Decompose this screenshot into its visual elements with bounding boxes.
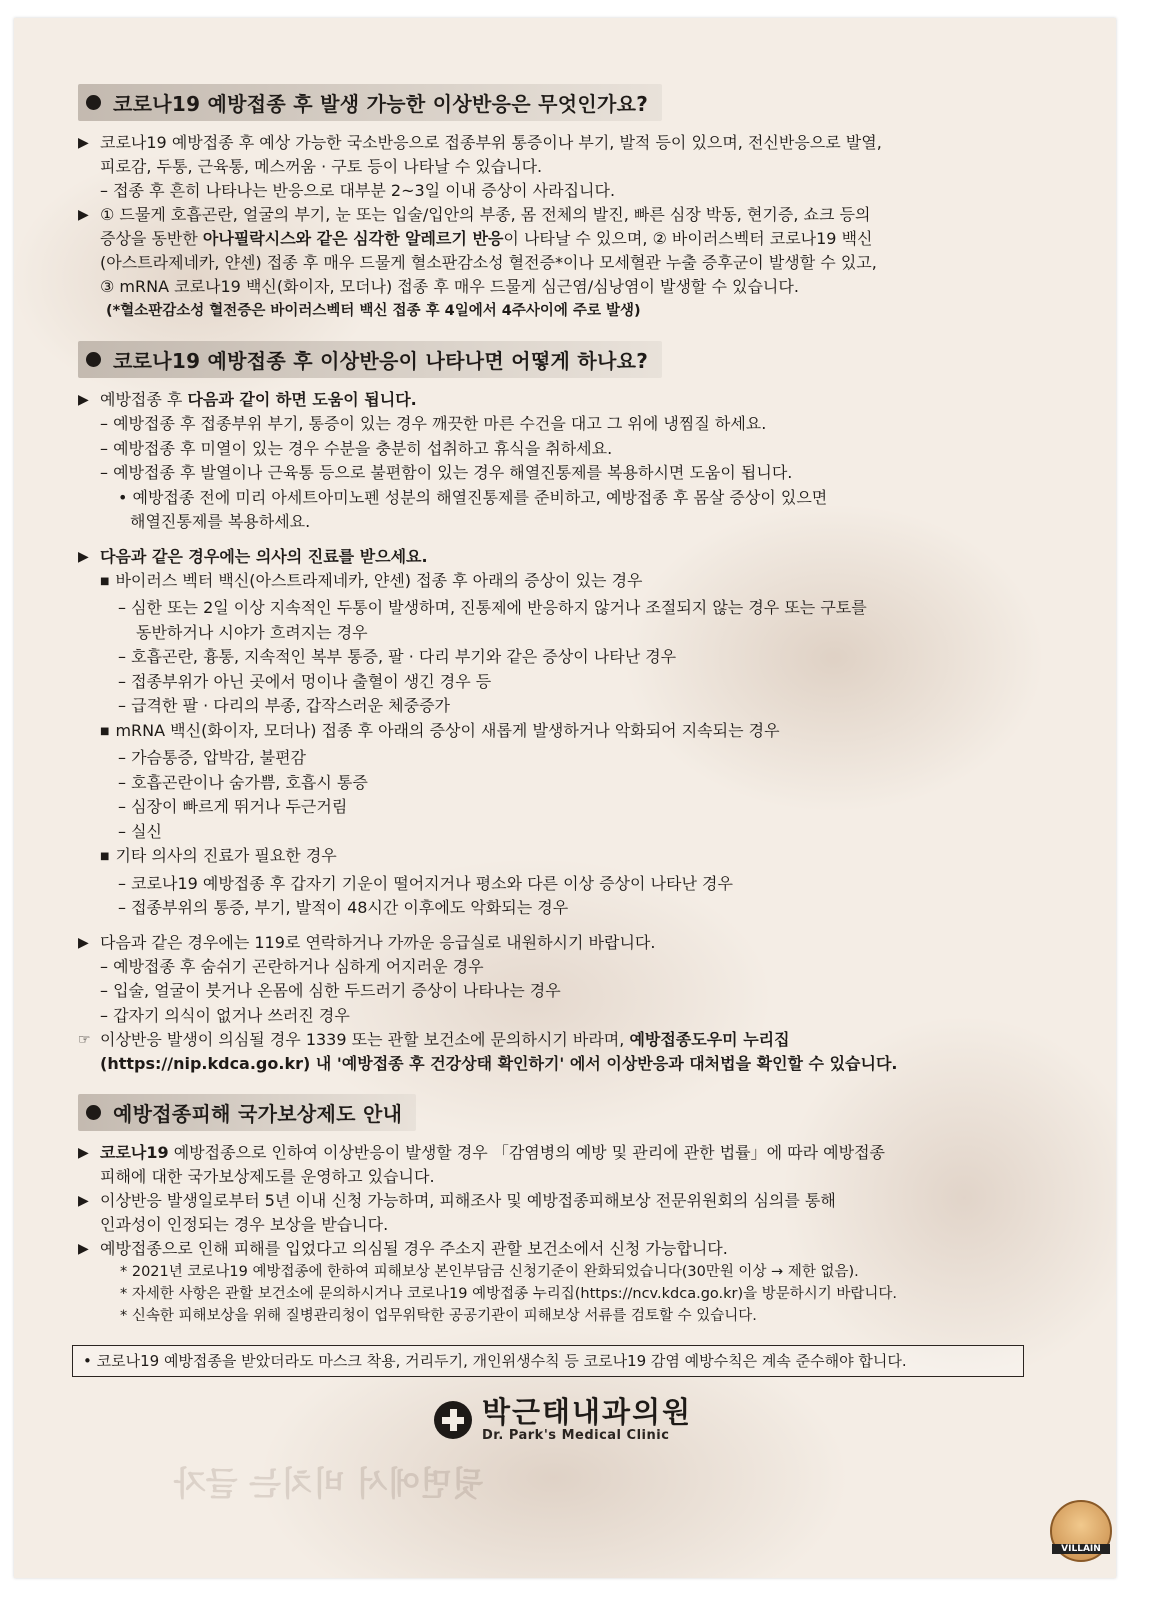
s3-p2-line2: 인과성이 인정되는 경우 보상을 받습니다. bbox=[100, 1215, 389, 1234]
document-content bbox=[78, 84, 1038, 1377]
clinic-names bbox=[482, 1396, 692, 1443]
section-2-title: 코로나19 예방접종 후 이상반응이 나타나면 어떻게 하나요? bbox=[113, 349, 649, 373]
triangle-marker-icon: ▶ bbox=[78, 392, 89, 408]
s3-note-2: * 자세한 사항은 관할 보건소에 문의하시거나 코로나19 예방접종 누리집(https://ncv.kdca.go.kr)을 방문하시기 바랍니다. bbox=[120, 1286, 898, 1302]
triangle-marker-icon: ▶ bbox=[78, 135, 89, 151]
watermark-label: VILLAIN bbox=[1052, 1544, 1110, 1554]
s2-c-item-1: – 예방접종 후 숨쉬기 곤란하거나 심하게 어지러운 경우 bbox=[100, 956, 484, 976]
s2-a-item-1: – 예방접종 후 접종부위 부기, 통증이 있는 경우 깨끗한 마른 수건을 대고 그 위에 냉찜질 하세요. bbox=[100, 414, 767, 433]
s2-a-item-3-note-1: • 예방접종 전에 미리 아세트아미노펜 성분의 해열진통제를 준비하고, 예방접종 후 몸살 증상이 있으면 bbox=[118, 487, 828, 507]
s1-p1-line1: 코로나19 예방접종 후 예상 가능한 국소반응으로 접종부위 통증이나 부기, 발적 등이 있으며, 전신반응으로 발열, bbox=[100, 133, 882, 152]
s1-p2-line3: (아스트라제네카, 얀센) 접종 후 매우 드물게 혈소판감소성 혈전증*이나 모세혈관 누출 증후군이 발생할 수 있고, bbox=[100, 253, 877, 272]
s1-paragraph-1 bbox=[78, 131, 1038, 203]
s1-p2-line2-c: 이 나타날 수 있으며, ② 바이러스벡터 코로나19 백신 bbox=[503, 229, 873, 248]
section-1-title: 코로나19 예방접종 후 발생 가능한 이상반응은 무엇인가요? bbox=[113, 92, 649, 116]
s3-p2-line1: 이상반응 발생일로부터 5년 이내 신청 가능하며, 피해조사 및 예방접종피해보상 전문위원회의 심의를 통해 bbox=[100, 1191, 836, 1210]
s2-c-item-2: – 입술, 얼굴이 붓거나 온몸에 심한 두드러기 증상이 나타나는 경우 bbox=[100, 981, 561, 1000]
s3-p3-line1: 예방접종으로 인해 피해를 입었다고 의심될 경우 주소지 관할 보건소에서 신청 가능합니다. bbox=[100, 1239, 728, 1258]
s2-b-g1-item-4: – 급격한 팔 · 다리의 부종, 갑작스러운 체중증가 bbox=[118, 696, 450, 715]
s3-paragraph-2 bbox=[78, 1189, 1038, 1237]
s2-a-head-2: 다음과 같이 하면 도움이 됩니다. bbox=[187, 390, 417, 409]
clinic-name-korean: 박근태내과의원 bbox=[482, 1395, 693, 1429]
bullet-dot-icon bbox=[86, 352, 101, 367]
section-3-heading bbox=[78, 1094, 416, 1131]
s2-block-d bbox=[78, 1028, 1038, 1076]
s2-b-g2-item-4: – 실신 bbox=[118, 821, 162, 841]
triangle-marker-icon: ▶ bbox=[78, 1241, 89, 1257]
triangle-marker-icon: ▶ bbox=[78, 207, 89, 223]
bullet-dot-icon bbox=[86, 95, 101, 110]
bleed-through-text: 뒷면에서 비치는 글자 bbox=[174, 1464, 484, 1503]
s2-c-head: 다음과 같은 경우에는 119로 연락하거나 가까운 응급실로 내원하시기 바랍니다. bbox=[100, 932, 656, 952]
s3-paragraph-3 bbox=[78, 1237, 1038, 1261]
s2-b-head: 다음과 같은 경우에는 의사의 진료를 받으세요. bbox=[100, 546, 428, 566]
s2-block-a bbox=[78, 388, 1038, 412]
s1-p2-line2-bold: 아나필락시스와 같은 심각한 알레르기 반응 bbox=[202, 229, 504, 248]
s1-p2-line1: ① 드물게 호흡곤란, 얼굴의 부기, 눈 또는 입술/입안의 부종, 몸 전체의 발진, 빠른 심장 박동, 현기증, 쇼크 등의 bbox=[100, 205, 871, 224]
s3-p1-line1-rest: 예방접종으로 인하여 이상반응이 발생할 경우 「감염병의 예방 및 관리에 관한 법률」에 따라 예방접종 bbox=[168, 1143, 885, 1162]
s2-b-group-3: ■ 기타 의사의 진료가 필요한 경우 bbox=[78, 844, 1038, 872]
s3-note-1: * 2021년 코로나19 예방접종에 한하여 피해보상 본인부담금 신청기준이 완화되었습니다(30만원 이상 → 제한 없음). bbox=[120, 1264, 859, 1280]
triangle-marker-icon: ▶ bbox=[78, 934, 89, 951]
document-sheet bbox=[14, 18, 1116, 1578]
footer-notice-box bbox=[72, 1345, 1024, 1377]
s1-p1-line2: 피로감, 두통, 근육통, 메스꺼움 · 구토 등이 나타날 수 있습니다. bbox=[100, 157, 543, 176]
s2-b-g3-item-2: – 접종부위의 통증, 부기, 발적이 48시간 이후에도 악화되는 경우 bbox=[118, 898, 569, 917]
s2-b-g2-item-2: – 호흡곤란이나 숨가쁨, 호흡시 통증 bbox=[118, 772, 368, 792]
s1-p1-sub: – 접종 후 흔히 나타나는 반응으로 대부분 2~3일 이내 증상이 사라집니다. bbox=[100, 181, 616, 200]
clinic-logo bbox=[434, 1396, 692, 1443]
s2-b-g2-item-3: – 심장이 빠르게 뛰거나 두근거림 bbox=[118, 797, 348, 816]
section-2-heading bbox=[78, 341, 662, 378]
s2-b-g1-item-1b: 동반하거나 시야가 흐려지는 경우 bbox=[136, 622, 368, 642]
s3-note-3: * 신속한 피해보상을 위해 질병관리청이 업무위탁한 공공기관이 피해보상 서류를 검토할 수 있습니다. bbox=[120, 1308, 757, 1324]
s2-b-g3-item-1: – 코로나19 예방접종 후 갑자기 기운이 떨어지거나 평소와 다른 이상 증상이 나타난 경우 bbox=[118, 873, 733, 893]
s2-d-line1-a: 이상반응 발생이 의심될 경우 1339 또는 관할 보건소에 문의하시기 바라며, bbox=[100, 1030, 630, 1049]
villain-watermark-icon bbox=[1050, 1500, 1112, 1562]
triangle-marker-icon: ▶ bbox=[78, 548, 89, 565]
s2-b-g2-item-1: – 가슴통증, 압박감, 불편감 bbox=[118, 748, 306, 767]
s2-a-head bbox=[100, 388, 1038, 412]
s2-b-group-1: ■ 바이러스 벡터 백신(아스트라제네카, 얀센) 접종 후 아래의 증상이 있는 경우 bbox=[78, 569, 1038, 597]
s2-b-g1-item-3: – 접종부위가 아닌 곳에서 멍이나 출혈이 생긴 경우 등 bbox=[118, 671, 492, 691]
section-1-heading bbox=[78, 84, 662, 121]
pointing-hand-icon: ☞ bbox=[78, 1032, 91, 1048]
s3-paragraph-1 bbox=[78, 1141, 1038, 1189]
s3-p1-line1-bold: 코로나19 bbox=[100, 1143, 169, 1162]
s1-p2-line2 bbox=[100, 227, 1038, 251]
s2-a-item-3-note-2: 해열진통제를 복용하세요. bbox=[130, 512, 311, 531]
s2-a-head-1: 예방접종 후 bbox=[100, 390, 188, 409]
s3-p1-line1 bbox=[100, 1141, 1038, 1165]
medical-cross-icon bbox=[434, 1401, 472, 1439]
s2-a-item-3: – 예방접종 후 발열이나 근육통 등으로 불편함이 있는 경우 해열진통제를 복용하시면 도움이 됩니다. bbox=[100, 463, 793, 482]
s2-a-item-2: – 예방접종 후 미열이 있는 경우 수분을 충분히 섭취하고 휴식을 취하세요. bbox=[100, 438, 613, 458]
s2-b-group-2: ■ mRNA 백신(화이자, 모더나) 접종 후 아래의 증상이 새롭게 발생하거나 악화되어 지속되는 경우 bbox=[78, 719, 1038, 747]
s2-block-b bbox=[78, 545, 1038, 569]
s1-paragraph-2 bbox=[78, 203, 1038, 323]
s2-b-g1-item-1a: – 심한 또는 2일 이상 지속적인 두통이 발생하며, 진통제에 반응하지 않거나 조절되지 않는 경우 또는 구토를 bbox=[118, 598, 867, 617]
s2-b-g1-item-2: – 호흡곤란, 흉통, 지속적인 복부 통증, 팔 · 다리 부기와 같은 증상이 나타난 경우 bbox=[118, 647, 677, 666]
clinic-name-english: Dr. Park's Medical Clinic bbox=[482, 1428, 670, 1443]
bullet-dot-icon bbox=[86, 1105, 101, 1120]
s1-p2-line4: ③ mRNA 코로나19 백신(화이자, 모더나) 접종 후 매우 드물게 심근염/심낭염이 발생할 수 있습니다. bbox=[100, 277, 799, 296]
footer-notice-text: • 코로나19 예방접종을 받았더라도 마스크 착용, 거리두기, 개인위생수칙 등 코로나19 감염 예방수칙은 계속 준수해야 합니다. bbox=[83, 1352, 907, 1370]
section-3-title: 예방접종피해 국가보상제도 안내 bbox=[113, 1102, 403, 1126]
s2-d-line1-bold: 예방접종도우미 누리집 bbox=[629, 1030, 790, 1049]
s2-block-c bbox=[78, 931, 1038, 955]
s2-c-item-3: – 갑자기 의식이 없거나 쓰러진 경우 bbox=[100, 1005, 350, 1025]
s2-d-line2: (https://nip.kdca.go.kr) 내 '예방접종 후 건강상태 확인하기' 에서 이상반응과 대처법을 확인할 수 있습니다. bbox=[100, 1054, 898, 1073]
s2-d-line1 bbox=[100, 1028, 1038, 1052]
triangle-marker-icon: ▶ bbox=[78, 1193, 89, 1209]
s1-p2-line2-a: 증상을 동반한 bbox=[100, 229, 203, 248]
triangle-marker-icon: ▶ bbox=[78, 1145, 89, 1161]
s1-p2-note: (*혈소판감소성 혈전증은 바이러스벡터 백신 접종 후 4일에서 4주사이에 주로 발생) bbox=[106, 303, 641, 319]
s3-p1-line2: 피해에 대한 국가보상제도를 운영하고 있습니다. bbox=[100, 1167, 435, 1186]
